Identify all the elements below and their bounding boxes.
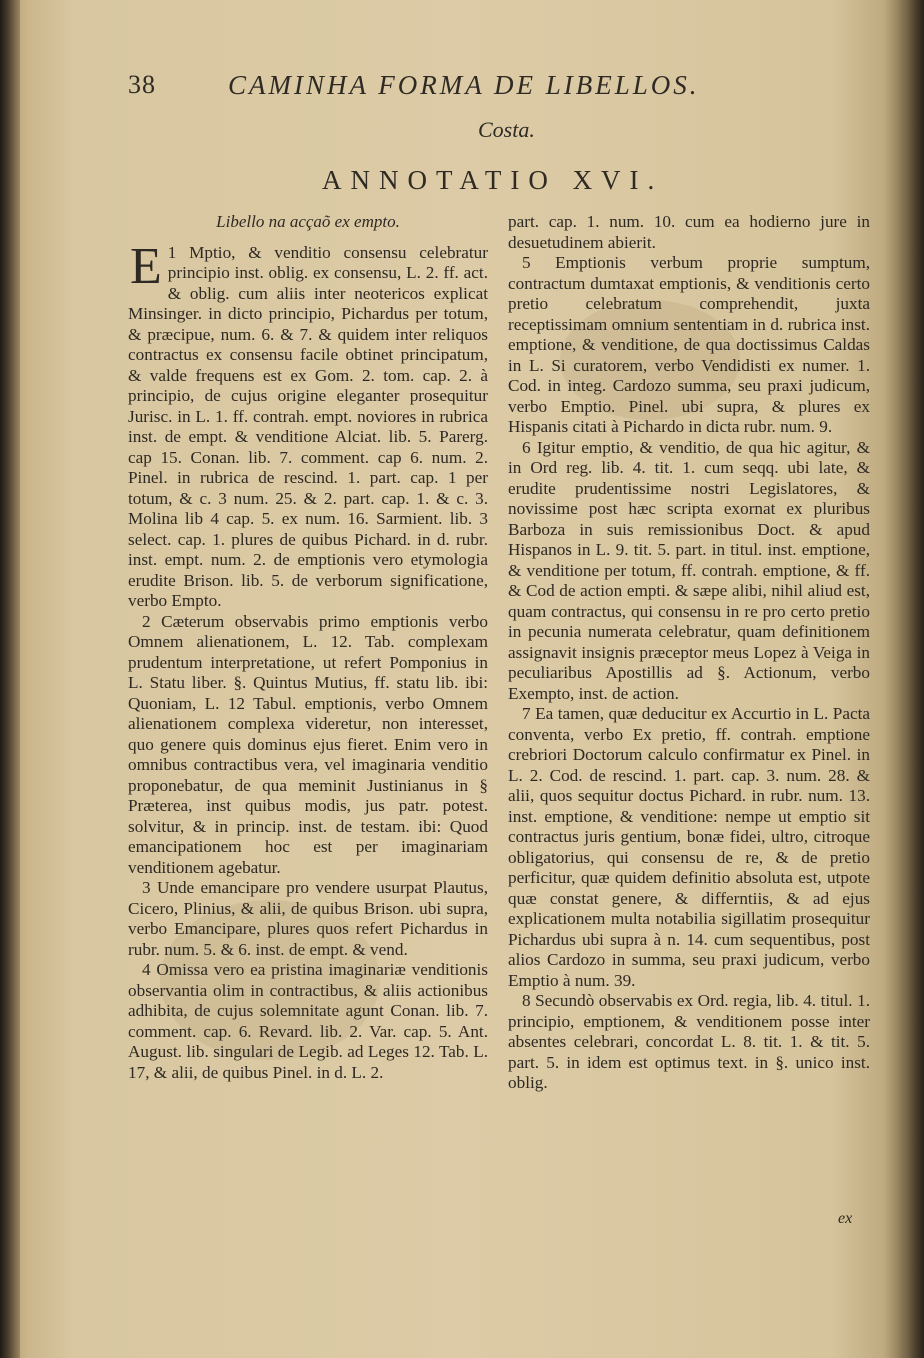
section-continuation: Costa. [478, 117, 535, 142]
right-column [508, 212, 870, 1094]
paragraph-text: Ea tamen, quæ deducitur ex Accurtio in L. Pacta conventa, verbo Ex pretio, ff. contrah. emptione crebriori Doctorum calculo confirmatur ex Pinel. in L. 2. Cod. de rescind. 1. part. cap. 3. num. 28. & alii, quos sequitur doctus Pichard. in rubr. num. 13. inst. emptione, & venditione: nempe ut emptio sit contractus juris gentium, bonæ fidei, ultro, citroque obligatorius, qui consensu de re, & de pretio perficitur, quæ quidem definitio absoluta est, utpote quæ constat genere, & differntiis, & ad ejus explicationem multa notabilia sigillatim prosequitur Pichardus ubi supra à n. 14. cum sequentibus, post alios Cardozo in summa, seu praxi judicum, verbo Emptio à num. 39. [508, 704, 870, 990]
paragraph-4 [128, 960, 488, 1083]
paragraph-7 [508, 704, 870, 991]
running-title: CAMINHA FORMA DE LIBELLOS. [228, 70, 700, 100]
paragraph-text: Mptio, & venditio consensu celebratur principio inst. oblig. ex consensu, L. 2. ff. act. & oblig. cum aliis inter neotericos explicat Minsinger. in dicto principio, Pichardus per totum, & præcipue, num. 6. & 7. & quidem inter reliquos contractus ex consensu facile obtinet principatum, & valde frequens est ex Gom. 2. tom. cap. 2. à principio, de cujus origine eleganter prosequitur Jurisc. in L. 1. ff. contrah. empt. noviores in rubrica inst. de empt. & venditione Alciat. lib. 5. Parerg. cap 15. Conan. lib. 7. comment. cap 6. num. 2. Pinel. in rubrica de rescind. 1. part. cap. 1 per totum, & c. 3 num. 25. & 2. part. cap. 1. & c. 3. Molina lib 4 cap. 5. ex num. 16. Sarmient. lib. 3 select. cap. 1. plures de quibus Pichard. in d. rubr. inst. empt. num. 2. de emptionis vero etymologia erudite Brison. lib. 5. de verborum significatione, verbo Empto. [128, 242, 488, 610]
paragraph-number: 4 [142, 960, 151, 979]
paragraph-number: 3 [142, 878, 151, 897]
paragraph-5 [508, 253, 870, 438]
paragraph-text: Secundò observabis ex Ord. regia, lib. 4. titul. 1. principio, emptionem, & venditionem posse inter absentes celebrari, concordat L. 8. tit. 1. & tit. 5. part. 5. in idem est optimus text. in §. unico inst. oblig. [508, 991, 871, 1092]
paragraph-number: 8 [522, 991, 531, 1010]
catchword: ex [838, 1210, 853, 1227]
paragraph-6 [508, 438, 870, 705]
left-column [128, 212, 488, 1083]
page-header [128, 70, 804, 110]
page-number: 38 [128, 70, 156, 99]
paragraph-8 [508, 991, 870, 1094]
paragraph-text: part. cap. 1. num. 10. cum ea hodierno jure in desuetudinem abierit. [508, 212, 870, 252]
paragraph-1 [128, 237, 488, 612]
paragraph-text: Igitur emptio, & venditio, de qua hic agitur, & in Ord reg. lib. 4. tit. 1. cum seqq. ubi late, & erudite prudentissime nostri Legislatores, & novissime post hæc scripta exornat ex pluribus Barboza in suis remissionibus Doct. & apud Hispanos in L. 9. tit. 5. part. in titul. inst. emptione, & venditione per totum, ff. contrah. emptione, & ff. & Cod de action empti. & sæpe alibi, nihil aliud est, quam contractus, qui consensu in re pro certo pretio in pecunia numerata celebratur, quam definitionem assignavit insignis præceptor meus Lopez à Veiga in peculiaribus Apostillis ad §. Actionum, verbo Exempto, inst. de action. [508, 437, 870, 703]
paragraph-number: 2 [142, 611, 151, 631]
paragraph-number: 5 [522, 253, 531, 272]
paragraph-text: Unde emancipare pro vendere usurpat Plautus, Cicero, Plinius, & alii, de quibus Brison. ubi supra, verbo Emancipare, plures quos refert Pichardus in rubr. num. 5. & 6. inst. de empt. & vend. [128, 878, 488, 959]
binding-shadow [0, 0, 20, 1358]
paragraph-4-continued [508, 212, 870, 253]
paragraph-number: 1 [167, 242, 177, 262]
paragraph-2 [128, 612, 488, 879]
page-edge-shadow [884, 0, 924, 1358]
annotation-title: ANNOTATIO XVI. [322, 165, 664, 195]
paragraph-number: 7 [522, 704, 531, 723]
paragraph-number: 6 [522, 437, 531, 457]
paragraph-text: Emptionis verbum proprie sumptum, contractum dumtaxat emptionis, & venditionis certo pretio celebratum comprehendit, juxta receptissimam omnium sententiam in d. rubrica inst. emptione, & venditione, de qua doctissimus Caldas in L. Si curatorem, verbo Vendidisti ex numer. 1. Cod. in integ. Cardozo summa, seu praxi judicum, verbo Emptio. Pinel. ubi supra, & plures ex Hispanis citati à Pichardo in dicta rubr. num. 9. [508, 253, 870, 436]
drop-cap: E [130, 237, 162, 295]
paragraph-text: Cæterum observabis primo emptionis verbo Omnem alienationem, L. 12. Tab. complexam prudentum interpretatione, ut refert Pomponius in L. Statu liber. §. Quintus Mutius, ff. statu lib. ibi: Quoniam, L. 12 Tabul. emptionis, verbo Omnem alienationem complexa videretur, non interesset, quo genere quis dominus ejus fieret. Enim vero in omnibus contractibus vera, vel imaginaria venditio proponebatur, de qua meminit Justinianus in § Præterea, inst quibus modis, jus patr. potest. solvitur, & in princip. inst. de testam. ibi: Quod emancipationem hoc est per imaginariam venditionem agebatur. [128, 611, 488, 877]
paragraph-text: Omissa vero ea pristina imaginariæ venditionis observantia olim in contractibus, & aliis actionibus adhibita, de cujus solemnitate agunt Conan. lib. 7. comment. cap. 6. Revard. lib. 2. Var. cap. 5. Ant. August. lib. singulari de Legib. ad Leges 12. Tab. L. 17, & alii, de quibus Pinel. in d. L. 2. [128, 960, 488, 1082]
column-heading: Libello na acçaõ ex empto. [216, 212, 400, 231]
paragraph-3 [128, 878, 488, 960]
